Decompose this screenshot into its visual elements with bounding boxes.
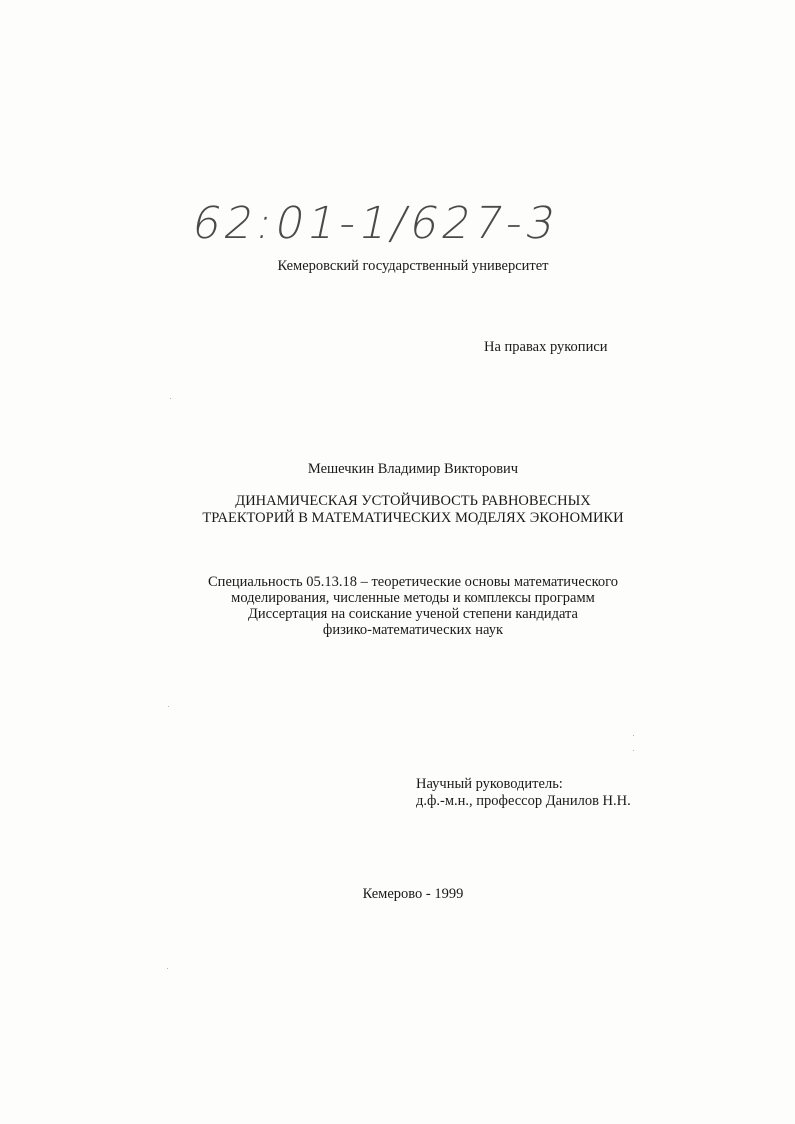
scan-speck <box>170 398 171 399</box>
scan-speck <box>168 706 169 707</box>
advisor-block <box>416 776 631 810</box>
university-name: Кемеровский государственный университет <box>277 258 549 274</box>
specialty-line: Диссертация на соискание ученой степени кандидата <box>248 606 578 622</box>
specialty-description <box>0 574 795 638</box>
title-line: ДИНАМИЧЕСКАЯ УСТОЙЧИВОСТЬ РАВНОВЕСНЫХ <box>235 493 591 509</box>
dissertation-title <box>0 493 795 527</box>
scan-speck <box>633 735 634 736</box>
handwritten-archive-code: 62:01-1/627-3 <box>187 198 564 249</box>
title-line: ТРАЕКТОРИЙ В МАТЕМАТИЧЕСКИХ МОДЕЛЯХ ЭКОНОМИКИ <box>202 510 624 526</box>
specialty-line: моделирования, численные методы и комплексы программ <box>231 590 595 606</box>
advisor-label: Научный руководитель: <box>416 776 563 792</box>
scan-speck <box>167 968 168 969</box>
advisor-name: д.ф.-м.н., профессор Данилов Н.Н. <box>416 793 631 809</box>
author-name: Мешечкин Владимир Викторович <box>307 461 519 477</box>
scan-speck <box>633 750 634 751</box>
specialty-line: физико-математических наук <box>322 622 504 638</box>
city-year: Кемерово - 1999 <box>362 886 464 902</box>
specialty-line: Специальность 05.13.18 – теоретические основы математического <box>208 574 618 590</box>
rights-notice: На правах рукописи <box>484 339 608 355</box>
